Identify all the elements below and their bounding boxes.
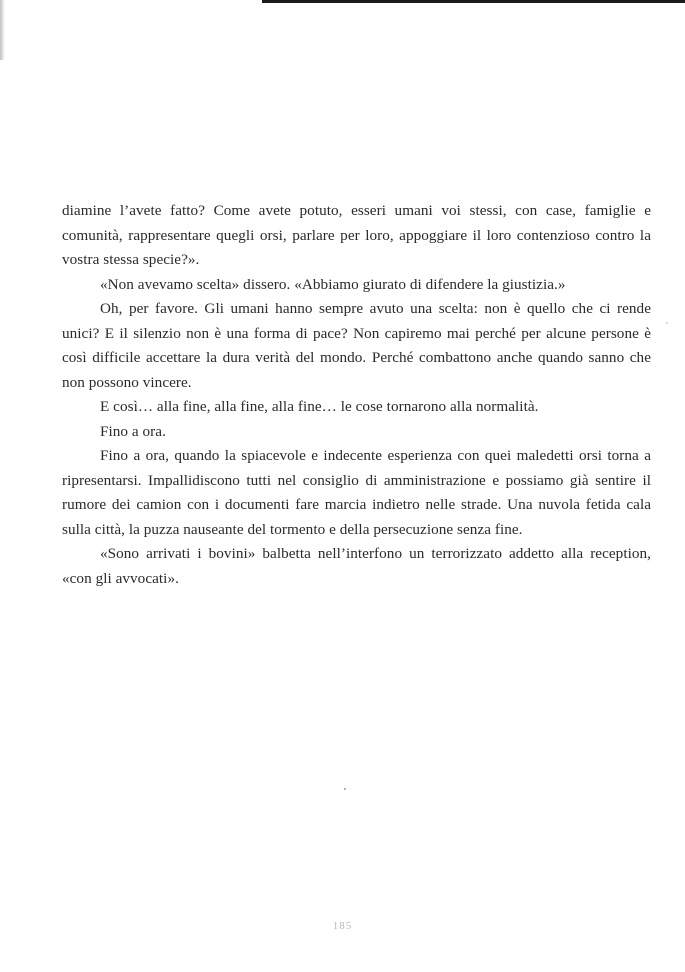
body-text <box>62 199 651 591</box>
page-binding-shadow <box>0 0 5 60</box>
top-edge-rule <box>262 0 685 3</box>
paragraph-1: diamine l’avete fatto? Come avete potuto, esseri umani voi stessi, con case, famiglie e comunità, rappresentare quegli orsi, parlare per loro, appoggiare il loro contenzioso contro la vostra stessa specie?». <box>62 202 651 268</box>
paragraph-4: E così… alla fine, alla fine, alla fine… le cose tornarono alla normalità. <box>100 398 539 415</box>
paragraph-2: «Non avevamo scelta» dissero. «Abbiamo giurato di difendere la giustizia.» <box>100 275 566 293</box>
paragraph-6: Fino a ora, quando la spiacevole e indecente esperienza con quei maledetti orsi torna a ripresentarsi. Impallidiscono tutti nel consiglio di amministrazione e possiamo già sentire il rumore dei camion con i documenti fare marcia indietro nelle strade. Una nuvola fetida cala sulla città, la puzza nauseante del tormento e della persecuzione senza fine. <box>62 447 651 538</box>
paper-speck <box>344 788 346 790</box>
paper-speck <box>666 322 668 324</box>
paragraph-7: «Sono arrivati i bovini» balbetta nell’interfono un terrorizzato addetto alla reception, «con gli avvocati». <box>62 545 651 587</box>
page-number: 185 <box>332 920 353 932</box>
paragraph-5: Fino a ora. <box>100 422 166 440</box>
paragraph-3: Oh, per favore. Gli umani hanno sempre avuto una scelta: non è quello che ci rende unici? E il silenzio non è una forma di pace? Non capiremo mai perché per alcune persone è così difficile accettare la dura verità del mondo. Perché combattono anche quando sanno che non possono vincere. <box>62 300 651 391</box>
